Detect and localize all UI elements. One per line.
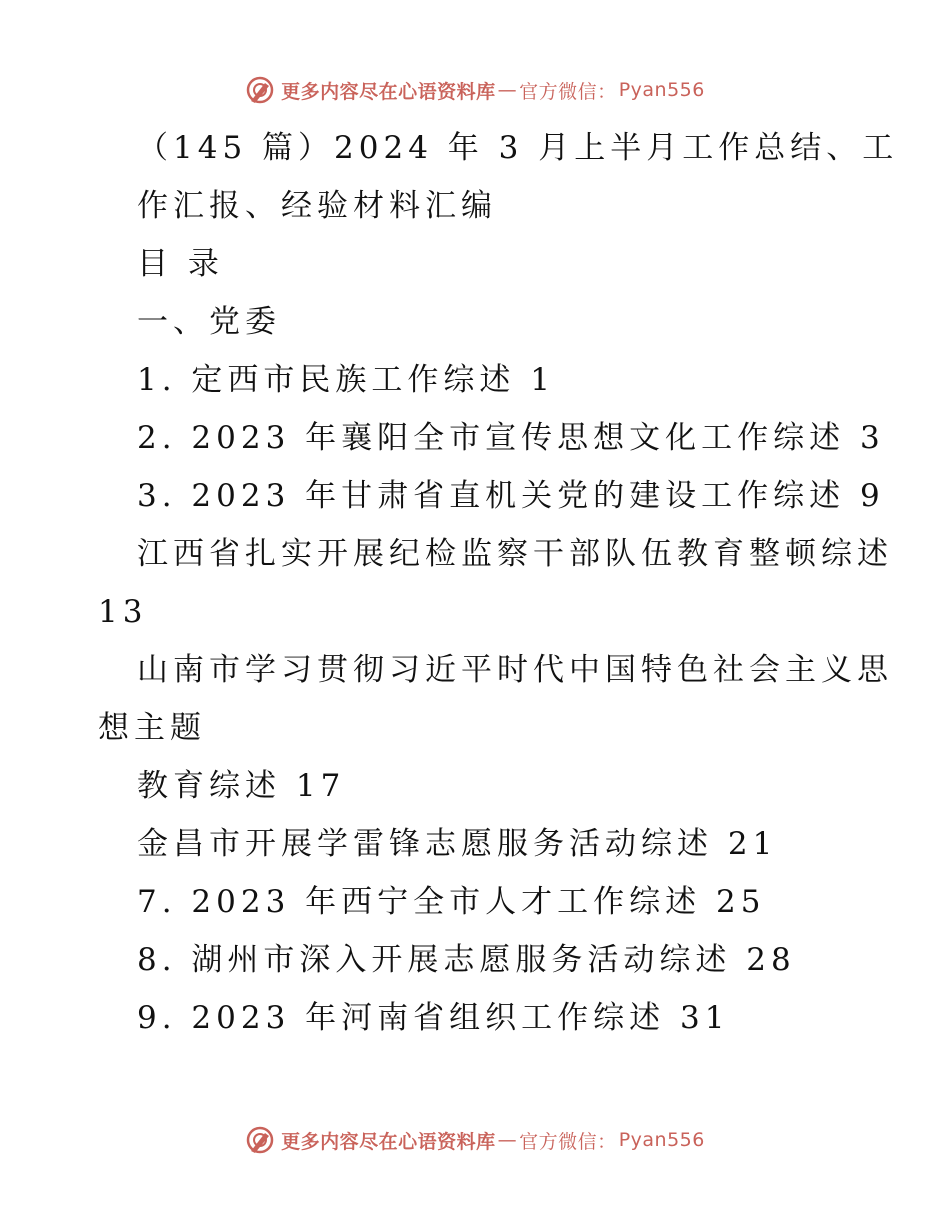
watermark-label: 官方微信： xyxy=(519,80,617,103)
toc-heading: 目 录 xyxy=(137,246,224,282)
watermark-text: 更多内容尽在心语资料库 xyxy=(281,80,496,103)
footer-watermark xyxy=(0,1120,950,1160)
watermark-wechat-id: Pyan556 xyxy=(618,79,705,101)
toc-entry-page: 13 xyxy=(98,594,148,630)
toc-entry: 9. 2023 年河南省组织工作综述 31 xyxy=(137,1000,730,1036)
toc-entry: 7. 2023 年西宁全市人才工作综述 25 xyxy=(137,884,766,920)
toc-entry: 2. 2023 年襄阳全市宣传思想文化工作综述 3 xyxy=(137,420,885,456)
pen-logo-icon xyxy=(245,1125,275,1155)
watermark-label: 官方微信： xyxy=(519,1130,617,1153)
watermark-separator: — xyxy=(497,79,518,101)
toc-entry: 3. 2023 年甘肃省直机关党的建设工作综述 9 xyxy=(137,478,885,514)
document-title-line-2: 作汇报、经验材料汇编 xyxy=(137,188,497,224)
toc-entry: 山南市学习贯彻习近平时代中国特色社会主义思 xyxy=(137,652,893,688)
section-heading: 一、党委 xyxy=(137,304,281,340)
toc-entry: 8. 湖州市深入开展志愿服务活动综述 28 xyxy=(137,942,796,978)
watermark-text: 更多内容尽在心语资料库 xyxy=(281,1130,496,1153)
toc-entry: 1. 定西市民族工作综述 1 xyxy=(137,362,556,398)
toc-entry: 教育综述 17 xyxy=(137,768,346,804)
pen-logo-icon xyxy=(245,75,275,105)
document-title-line-1: （145 篇）2024 年 3 月上半月工作总结、工 xyxy=(137,130,899,166)
watermark-separator: — xyxy=(497,1129,518,1151)
toc-entry: 江西省扎实开展纪检监察干部队伍教育整顿综述 xyxy=(137,536,893,572)
header-watermark xyxy=(0,70,950,110)
toc-entry-continuation: 想主题 xyxy=(98,710,206,746)
watermark-wechat-id: Pyan556 xyxy=(618,1129,705,1151)
toc-entry: 金昌市开展学雷锋志愿服务活动综述 21 xyxy=(137,826,778,862)
